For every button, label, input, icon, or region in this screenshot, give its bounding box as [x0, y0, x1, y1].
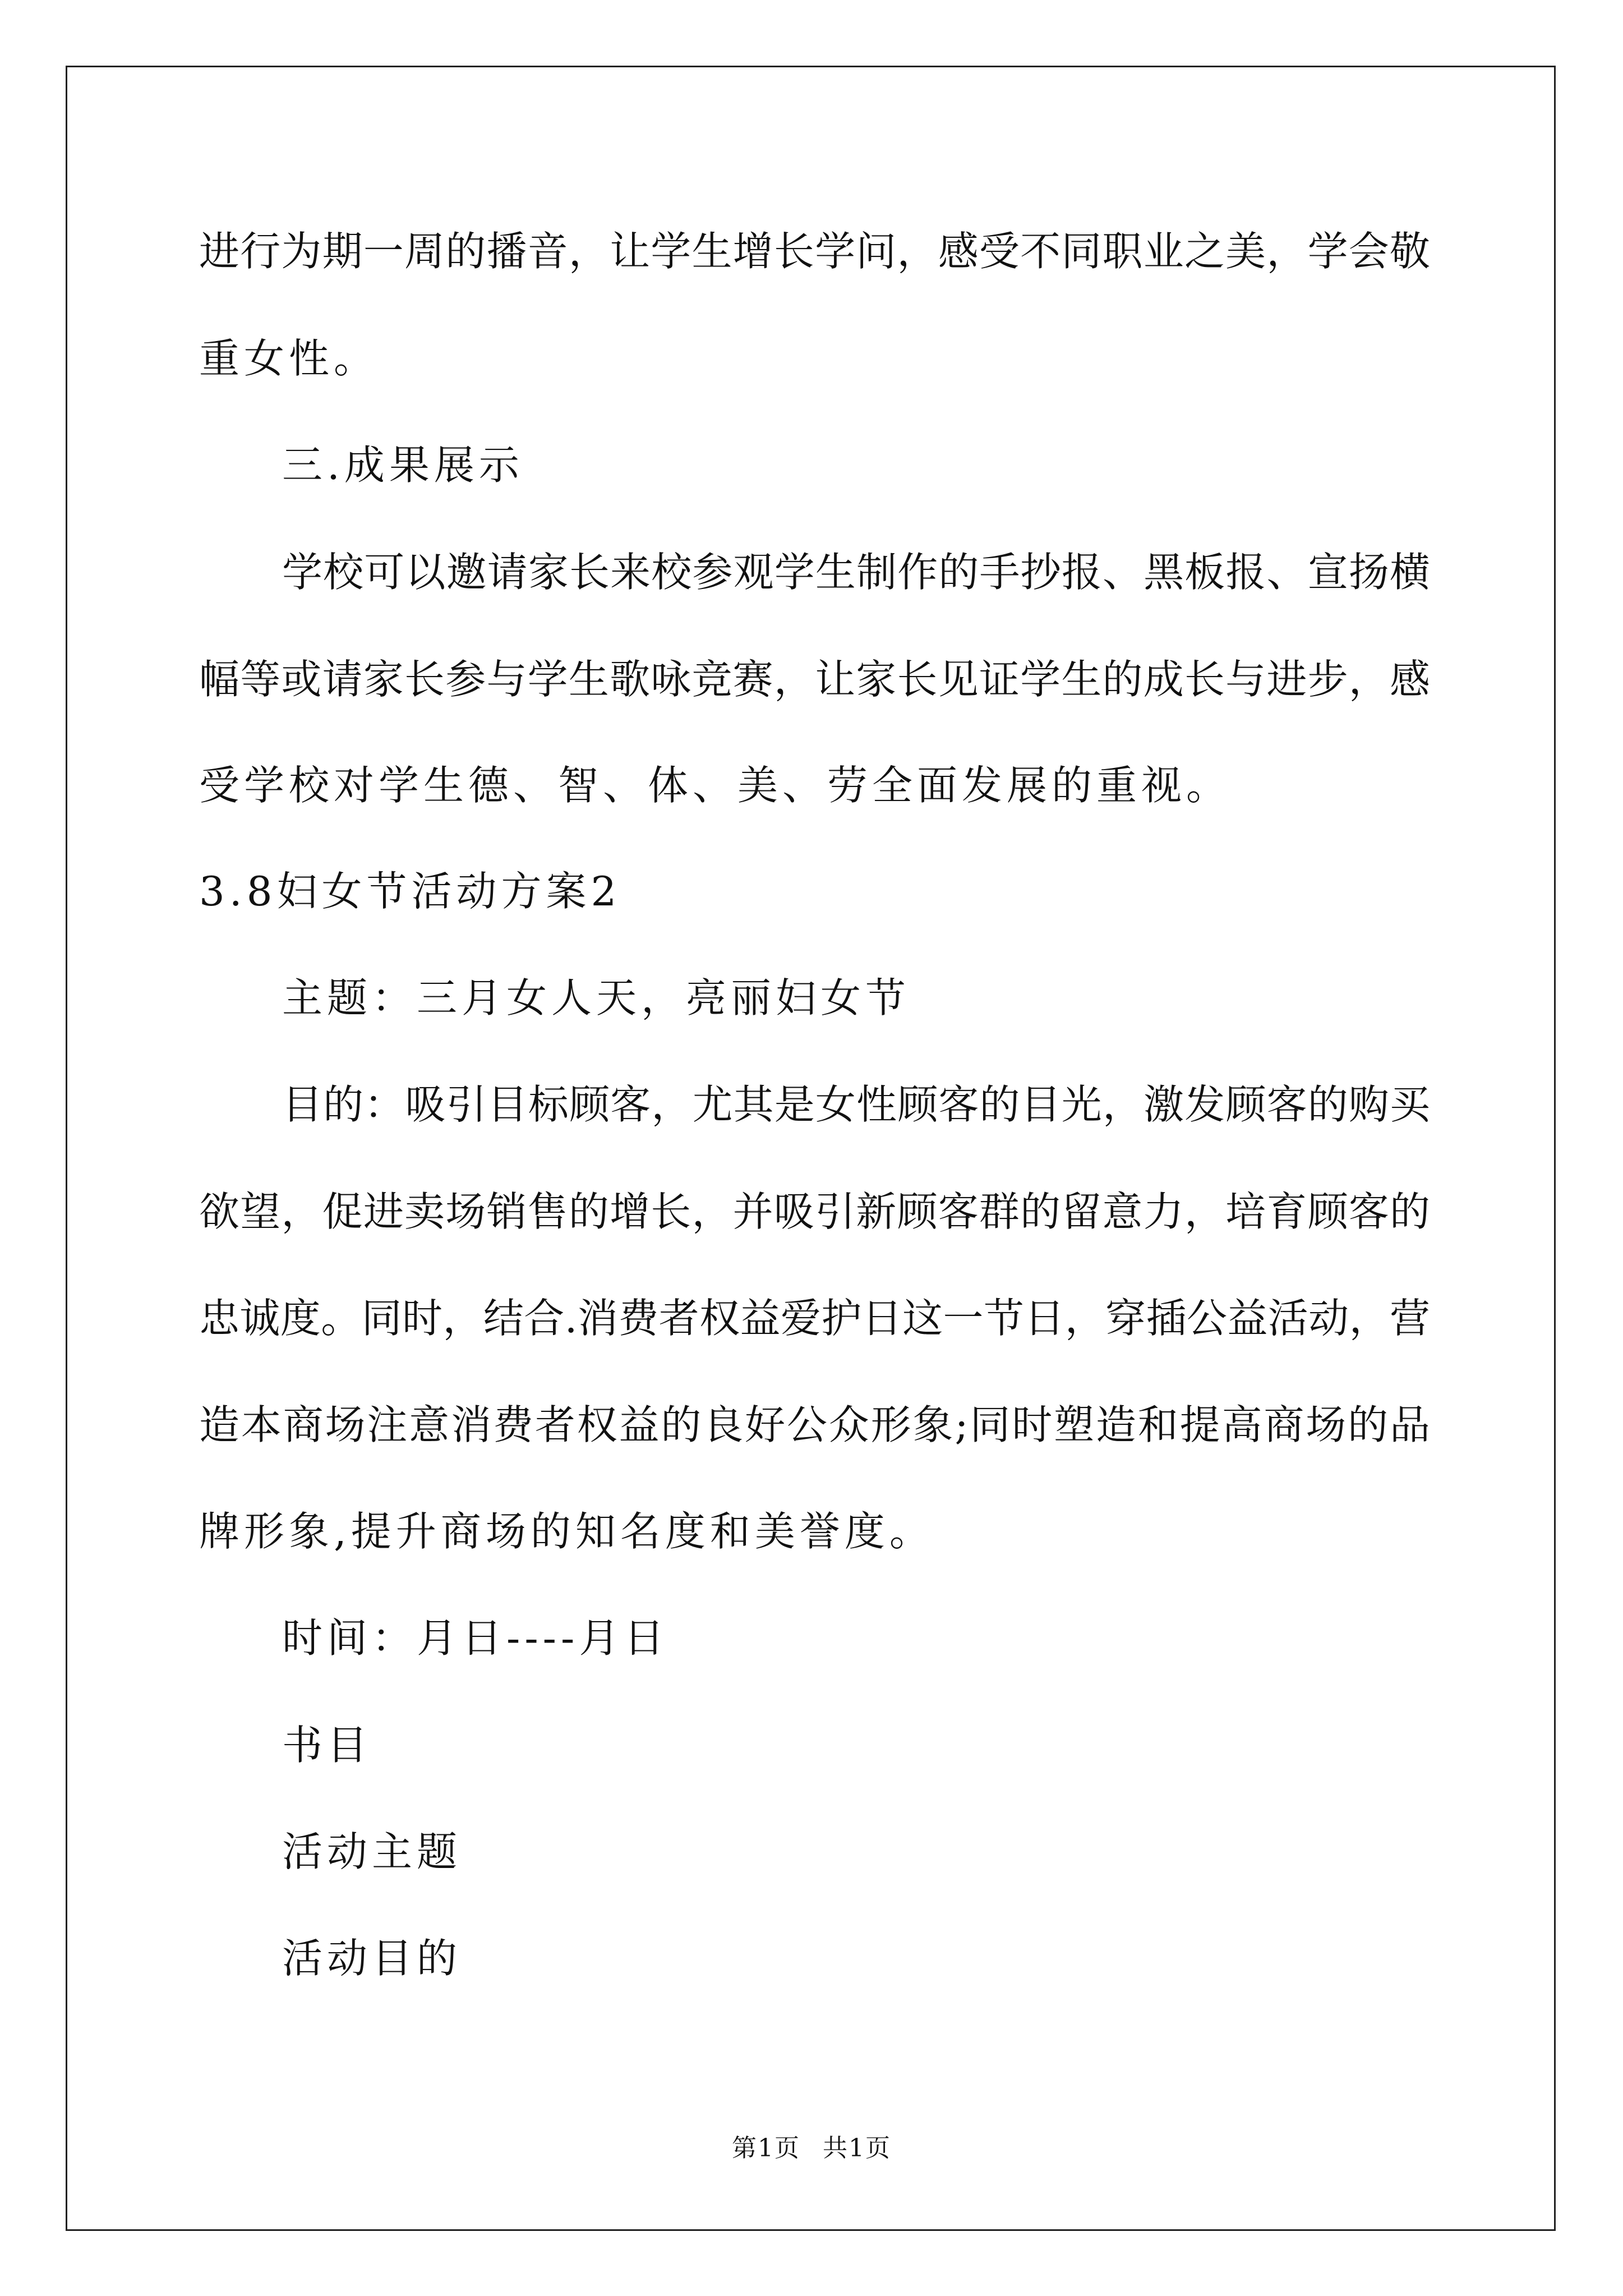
paragraph-1-line-1: 进行为期一周的播音，让学生增长学问，感受不同职业之美，学会敬: [199, 228, 1430, 275]
plan-title: 3.8妇女节活动方案2: [199, 868, 621, 915]
theme-line: 主题：三月女人天，亮丽妇女节: [282, 974, 911, 1022]
paragraph-1-line-2: 重女性。: [199, 335, 379, 382]
purpose-line-3: 忠诚度。同时，结合.消费者权益爱护日这一节日，穿插公益活动，营: [199, 1295, 1430, 1342]
contents-item-theme: 活动主题: [282, 1828, 462, 1875]
purpose-line-1: 目的：吸引目标顾客，尤其是女性顾客的目光，激发顾客的购买: [282, 1081, 1430, 1128]
page-number-total: 共1页: [823, 2134, 891, 2162]
page-number-current: 第1页: [732, 2134, 800, 2162]
purpose-line-5: 牌形象,提升商场的知名度和美誉度。: [199, 1508, 934, 1555]
time-line: 时间：月日----月日: [282, 1614, 669, 1662]
page-border: [66, 66, 1556, 2231]
section-heading-results: 三.成果展示: [282, 441, 524, 489]
contents-item-purpose: 活动目的: [282, 1935, 462, 1982]
paragraph-3-line-2: 幅等或请家长参与学生歌咏竞赛，让家长见证学生的成长与进步，感: [199, 656, 1430, 703]
page-footer: [0, 2136, 1623, 2161]
paragraph-3-line-1: 学校可以邀请家长来校参观学生制作的手抄报、黑板报、宣扬横: [282, 549, 1430, 596]
contents-heading: 书目: [282, 1722, 372, 1769]
purpose-line-2: 欲望，促进卖场销售的增长，并吸引新顾客群的留意力，培育顾客的: [199, 1188, 1430, 1235]
paragraph-3-line-3: 受学校对学生德、智、体、美、劳全面发展的重视。: [199, 762, 1232, 809]
purpose-line-4: 造本商场注意消费者权益的良好公众形象;同时塑造和提高商场的品: [199, 1401, 1430, 1448]
